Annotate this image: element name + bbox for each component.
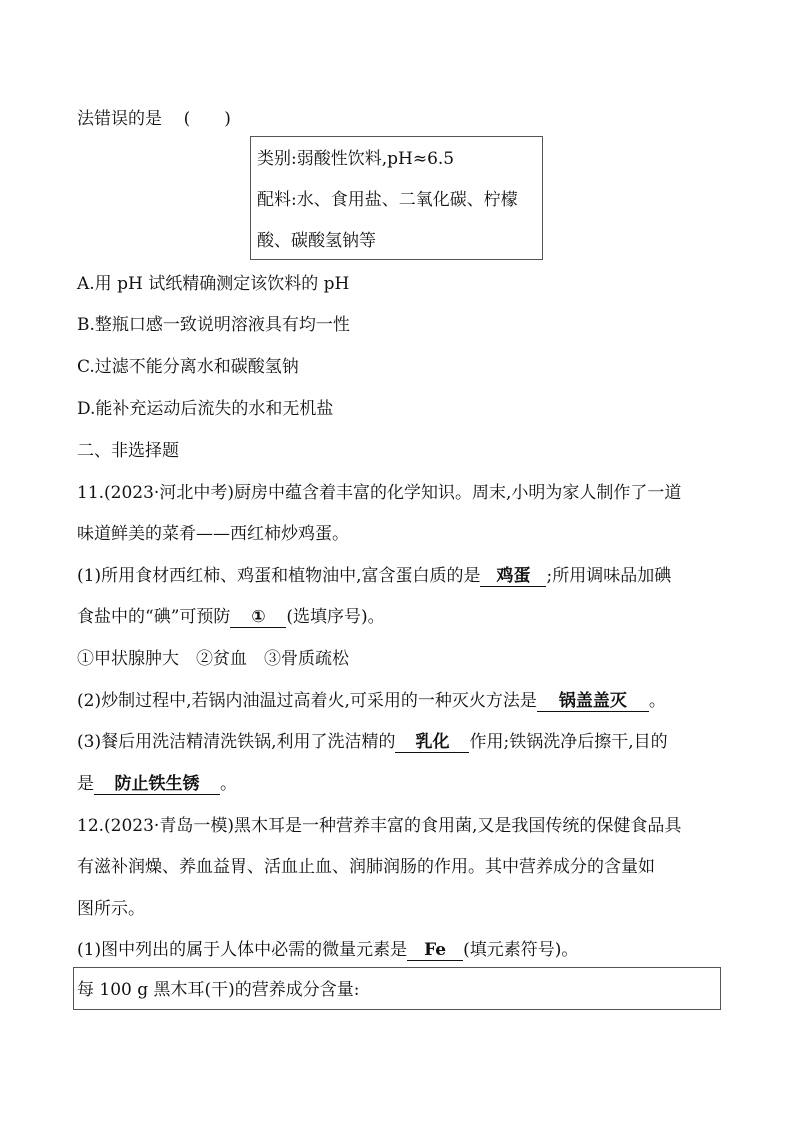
question-11-part-1-cont <box>77 606 385 628</box>
option-b: B.整瓶口感一致说明溶液具有均一性 <box>77 315 350 335</box>
q11-p3-text-c: 是 <box>77 774 94 794</box>
q11-p1-text-d: (选填序号)。 <box>286 607 385 627</box>
answer-blank: 鸡蛋 <box>480 566 546 587</box>
question-12-intro-cont-2: 图所示。 <box>77 899 145 919</box>
q11-p2-text-b: 。 <box>648 691 666 711</box>
answer-blank: 乳化 <box>395 732 469 753</box>
drink-label-ingredients: 配料:水、食用盐、二氧化碳、柠檬 <box>257 190 518 210</box>
section-title: 二、非选择题 <box>77 441 179 461</box>
q11-p3-text-b: 作用;铁锅洗净后擦干,目的 <box>469 732 668 752</box>
question-11-part-3-cont <box>77 773 237 795</box>
answer-blank: 锅盖盖灭 <box>537 691 649 712</box>
q11-p2-text: (2)炒制过程中,若锅内油温过高着火,可采用的一种灭火方法是 <box>77 691 537 711</box>
answer-blank: 防止铁生锈 <box>94 774 220 795</box>
question-11-intro: 11.(2023·河北中考)厨房中蕴含着丰富的化学知识。周末,小明为家人制作了一道 <box>77 483 682 503</box>
nutrition-table-caption: 每 100 g 黑木耳(干)的营养成分含量: <box>77 980 360 1000</box>
question-11-part-1 <box>77 565 671 587</box>
question-10-stem <box>77 108 231 130</box>
answer-blank: ① <box>230 607 286 628</box>
question-12-intro: 12.(2023·青岛一模)黑木耳是一种营养丰富的食用菌,又是我国传统的保健食品具 <box>77 816 682 836</box>
q12-p1-text-b: (填元素符号)。 <box>463 940 579 960</box>
q12-p1-text: (1)图中列出的属于人体中必需的微量元素是 <box>77 940 408 960</box>
q11-p3-text: (3)餐后用洗洁精清洗铁锅,利用了洗洁精的 <box>77 732 396 752</box>
drink-label-box <box>250 136 543 260</box>
q11-p1-text: (1)所用食材西红柿、鸡蛋和植物油中,富含蛋白质的是 <box>77 566 481 586</box>
option-d: D.能补充运动后流失的水和无机盐 <box>77 399 334 419</box>
drink-label-category: 类别:弱酸性饮料,pH≈6.5 <box>257 149 455 169</box>
question-11-choices: ①甲状腺肿大 ②贫血 ③骨质疏松 <box>77 649 349 669</box>
option-a: A.用 pH 试纸精确测定该饮料的 pH <box>77 274 350 294</box>
question-12-part-1 <box>77 939 578 961</box>
question-11-part-2 <box>77 690 666 712</box>
question-11-intro-cont: 味道鲜美的菜肴——西红柿炒鸡蛋。 <box>77 524 349 544</box>
answer-blank: Fe <box>407 940 463 961</box>
option-c: C.过滤不能分离水和碳酸氢钠 <box>77 357 299 377</box>
question-12-intro-cont: 有滋补润燥、养血益胃、活血止血、润肺润肠的作用。其中营养成分的含量如 <box>77 857 655 877</box>
q11-p3-text-d: 。 <box>220 774 237 794</box>
answer-parentheses: ( ) <box>183 109 231 129</box>
question-10-stem-text: 法错误的是 <box>77 109 162 129</box>
q11-p1-text-b: ;所用调味品加碘 <box>546 566 672 586</box>
q11-p1-text-c: 食盐中的“碘”可预防 <box>77 607 231 627</box>
drink-label-ingredients-cont: 酸、碳酸氢钠等 <box>257 231 376 251</box>
question-11-part-3 <box>77 731 668 753</box>
nutrition-table <box>73 967 721 1010</box>
